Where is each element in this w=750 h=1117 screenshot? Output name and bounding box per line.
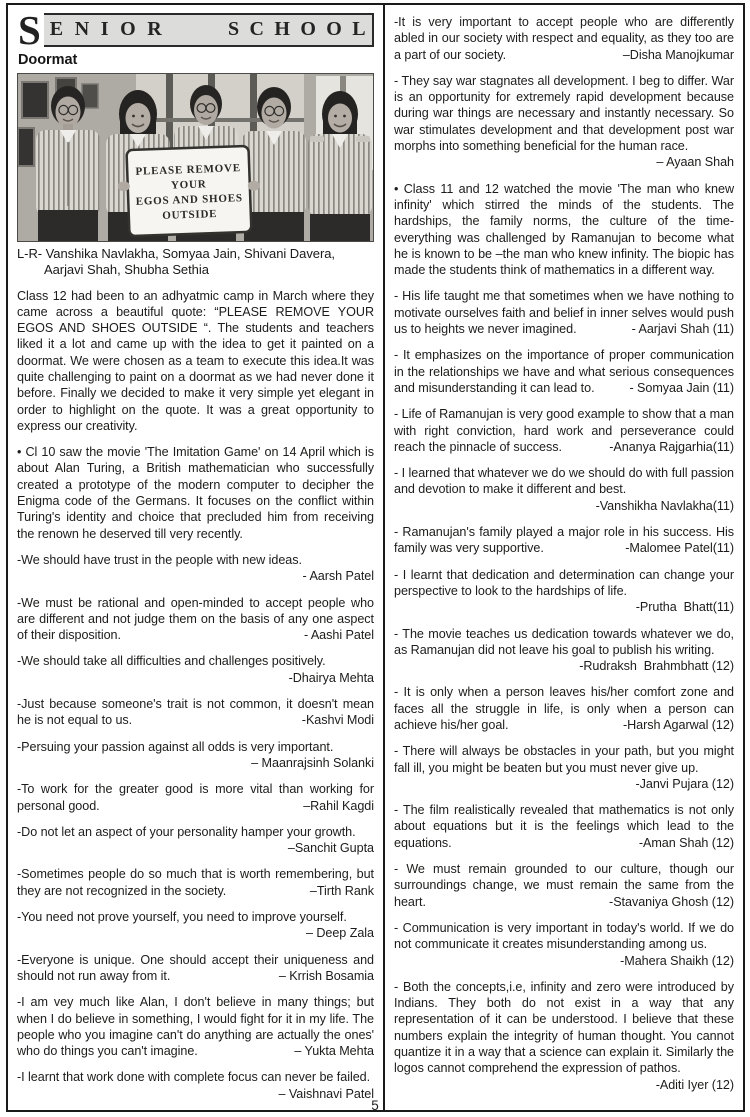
quote-text: - It emphasizes on the importance of proper communication in the relationships we have and what serious consequences and misunderstanding it can lead to. xyxy=(394,348,734,395)
caption-line-2: Aarjavi Shah, Shubha Sethia xyxy=(44,262,209,278)
quote-text: - Communication is very important in today's world. If we do not communicate it creates misunderstanding among us. xyxy=(394,920,734,952)
quote-author: – Krrish Bosamia xyxy=(278,968,374,983)
quote-text: - I learnt that dedication and determination can change your perspective to look to the hardships of life. xyxy=(394,567,734,598)
left-column xyxy=(8,5,385,1110)
photo-caption xyxy=(17,246,374,279)
text-block xyxy=(394,181,734,279)
text-block xyxy=(17,866,374,899)
quote-author: – Deep Zala xyxy=(305,926,374,941)
newsletter-page xyxy=(6,3,745,1112)
quote-text: - Both the concepts,i.e, infinity and zero were introduced by Indians. They both do not exist in a way that any representation of it can be understood. I believe that these numbers explain the integrity of human thought. You cannot quantize it in a way that a science can explain it. Similarly the logos cannot comprehend the expression of pathos. xyxy=(394,979,734,1076)
text-block xyxy=(17,909,374,942)
text-block xyxy=(17,552,374,585)
sign-line-3: EGOS AND SHOES xyxy=(135,191,244,208)
doormat-heading: Doormat xyxy=(18,52,78,68)
quote-text: - His life taught me that sometimes when we have nothing to motivate ourselves faith and belief in inner selves would push us to heights we never imagined. xyxy=(394,289,734,337)
quote-author: - Aarsh Patel xyxy=(302,569,374,584)
quote-text: - Ramanujan's family played a major role in his success. His family was very supportive. xyxy=(394,525,734,556)
quote-author: -Malomee Patel(11) xyxy=(625,541,734,556)
right-column xyxy=(385,5,743,1110)
quote-text: -Just because someone's trait is not common, it doesn't mean he is not equal to us. xyxy=(17,697,374,728)
quote-author: -Dhairya Mehta xyxy=(288,670,374,685)
quote-text: - There will always be obstacles in your path, but you might fall ill, you might be beaten but you must never give up. xyxy=(394,744,734,775)
quote-author: - Somyaa Jain (11) xyxy=(629,380,734,395)
quote-text: - They say war stagnates all development. I beg to differ. War is an opportunity for extremely rapid development because during war things are necessary and instantly necessary. So war stimulates development and that development post war morphs into something beneficial for the human race. xyxy=(394,73,734,154)
quote-author: - Aashi Patel xyxy=(303,628,374,643)
sign-line-1: PLEASE REMOVE xyxy=(135,161,242,178)
text-block xyxy=(17,994,374,1059)
text-block xyxy=(394,920,734,969)
right-column-blocks xyxy=(394,14,734,1093)
quote-text: -We must be rational and open-minded to accept people who are different and not judge them on the basis of any one aspect of their disposition. xyxy=(17,595,374,643)
quote-text: -Persuing your passion against all odds is very important. xyxy=(17,739,334,754)
quote-author: – Maanrajsinh Solanki xyxy=(251,755,374,770)
left-column-blocks xyxy=(17,288,374,1102)
quote-author: –Sanchit Gupta xyxy=(287,841,374,856)
quote-author: -Stavaniya Ghosh (12) xyxy=(609,894,734,909)
text-block xyxy=(394,743,734,792)
banner-word-school: SCHOOL xyxy=(228,17,376,40)
quote-author: –Disha Manojkumar xyxy=(622,47,734,62)
students-photo-illustration xyxy=(18,74,373,241)
quote-author: -Aditi Iyer (12) xyxy=(655,1077,734,1092)
quote-author: - Aarjavi Shah (11) xyxy=(631,322,734,337)
page-number: 5 xyxy=(371,1098,379,1113)
text-block xyxy=(17,653,374,686)
text-block xyxy=(17,444,374,542)
text-block xyxy=(394,626,734,675)
text-block xyxy=(394,14,734,63)
quote-author: -Rudraksh Brahmbhatt (12) xyxy=(579,659,734,674)
banner-band xyxy=(44,13,374,47)
quote-author: -Kashvi Modi xyxy=(301,713,374,728)
text-block xyxy=(394,567,734,616)
caption-line-1: L-R- Vanshika Navlakha, Somyaa Jain, Shivani Davera, xyxy=(17,245,335,261)
text-block xyxy=(394,347,734,396)
quote-author: -Vanshikha Navlakha(11) xyxy=(595,498,734,513)
text-block xyxy=(17,824,374,857)
quote-text: • Class 11 and 12 watched the movie 'The man who knew infinity' which stirred the minds of the students. The hardships, the family norms, the culture of the time- everything was challenged by Ramanujan to become what he is known to be –the man who knew infinity. The biopic has made the students think of mathematics in a different way. xyxy=(394,181,734,278)
text-block xyxy=(394,979,734,1093)
quote-author: – Vaishnavi Patel xyxy=(278,1086,374,1101)
quote-author: -Aman Shah (12) xyxy=(638,835,734,850)
banner-word-senior: ENIOR xyxy=(49,17,174,40)
quote-text: - The film realistically revealed that mathematics is not only about equations but it is the feelings which lead to the equations. xyxy=(394,803,734,850)
section-banner xyxy=(17,7,376,53)
text-block xyxy=(394,802,734,851)
text-block xyxy=(17,696,374,729)
quote-text: - It is only when a person leaves his/her comfort zone and faces all the struggle in life, is only when a person can achieve his/her goal. xyxy=(394,685,734,732)
quote-author: -Mahera Shaikh (12) xyxy=(620,953,734,968)
quote-text: - I learned that whatever we do we should do with full passion and devotion to make it different and best. xyxy=(394,466,734,497)
text-block xyxy=(394,524,734,557)
quote-author: –Tirth Rank xyxy=(309,883,374,898)
sign-line-4: OUTSIDE xyxy=(162,207,218,222)
students-photo xyxy=(17,73,374,242)
banner-initial: S xyxy=(18,7,41,53)
quote-text: -Sometimes people do so much that is worth remembering, but they are not recognized in the society. xyxy=(17,867,374,898)
text-block xyxy=(17,595,374,644)
quote-text: - Life of Ramanujan is very good example to show that a man with right conviction, hard work and perseverance could reach the pinnacle of success. xyxy=(394,407,734,454)
text-block xyxy=(17,739,374,772)
quote-text: Class 12 had been to an adhyatmic camp in March where they came across a beautiful quote: “PLEASE REMOVE YOUR EGOS AND SHOES OUTSIDE “. The students and teachers liked it a lot and came up with the idea to get it painted on a doormat. We were chosen as a team to execute this idea.It was quite challenging to paint on a doormat as we had never done it before. Finally we decided to make it very simple yet elegant in order to highlight on the quote. It was a great opportunity to express our creativity. xyxy=(17,288,374,433)
quote-text: -Do not let an aspect of your personality hamper your growth. xyxy=(17,824,356,839)
quote-author: – Ayaan Shah xyxy=(656,155,734,170)
quote-text: -It is very important to accept people who are differently abled in our society with respect and equality, as they too are a part of our society. xyxy=(394,15,734,62)
quote-text: - The movie teaches us dedication towards whatever we do, as Ramanujan did not leave his goal to publish his writing. xyxy=(394,626,734,657)
text-block xyxy=(17,288,374,435)
quote-author: –Rahil Kagdi xyxy=(303,798,374,813)
text-block xyxy=(394,288,734,337)
text-block xyxy=(394,465,734,514)
doormat-sign xyxy=(117,145,262,236)
text-block xyxy=(394,73,734,171)
text-block xyxy=(17,781,374,814)
quote-text: -We should take all difficulties and challenges positively. xyxy=(17,654,326,669)
quote-author: -Harsh Agarwal (12) xyxy=(622,717,734,732)
quote-author: -Prutha Bhatt(11) xyxy=(635,600,734,615)
text-block xyxy=(394,684,734,733)
quote-author: -Ananya Rajgarhia(11) xyxy=(609,439,734,454)
sign-line-2: YOUR xyxy=(170,178,207,192)
quote-text: -To work for the greater good is more vital than working for personal good. xyxy=(17,782,374,813)
text-block xyxy=(394,861,734,910)
quote-author: – Yukta Mehta xyxy=(294,1044,374,1059)
quote-text: -We should have trust in the people with new ideas. xyxy=(17,552,302,567)
text-block xyxy=(17,952,374,985)
text-block xyxy=(394,406,734,455)
quote-author: -Janvi Pujara (12) xyxy=(635,776,734,791)
quote-text: - We must remain grounded to our culture, though our surroundings change, we must remain the same from the heart. xyxy=(394,862,734,909)
quote-text: • Cl 10 saw the movie 'The Imitation Game' on 14 April which is about Alan Turing, a British mathematician who successfully created a prototype of the modern computer to decipher the Enigma code of the Germans. It focuses on the conflict within Turing's identity and choice that precluded him from receiving the renown he deserved till very recently. xyxy=(17,445,374,541)
quote-text: -I learnt that work done with complete focus can never be failed. xyxy=(17,1070,371,1085)
quote-text: -I am vey much like Alan, I don't believe in many things; but when I do believe in something, I would fight for it in my life. The people who you imagine can't do anything are actually the ones' who do things you can't imagine. xyxy=(17,995,374,1059)
quote-text: -Everyone is unique. One should accept their uniqueness and should not run away from it. xyxy=(17,952,374,983)
quote-text: -You need not prove yourself, you need to improve yourself. xyxy=(17,910,347,925)
